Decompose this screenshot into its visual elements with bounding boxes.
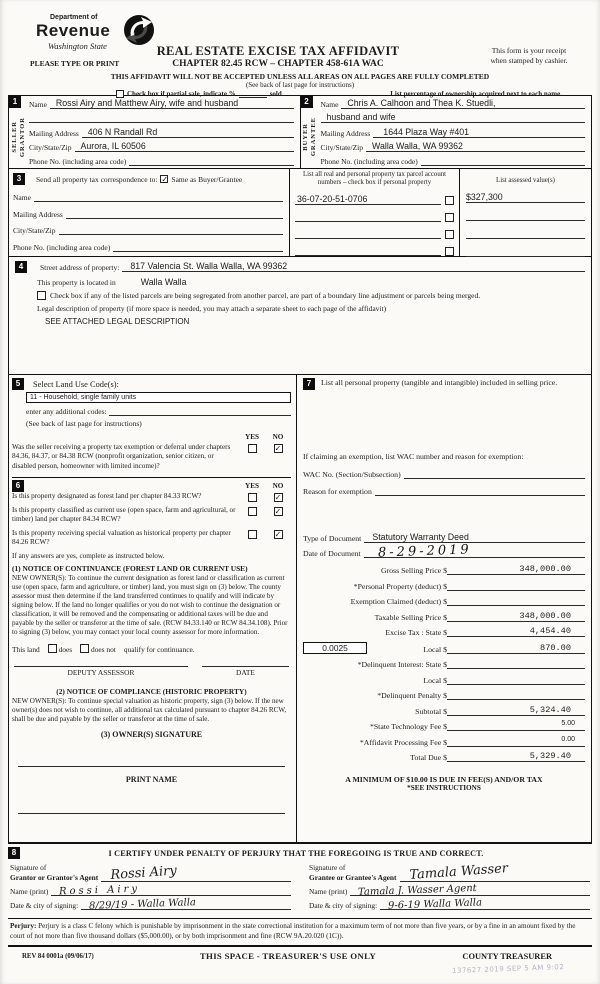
does-not-label: does not	[91, 645, 116, 655]
receipt-note-line2: when stamped by cashier.	[490, 56, 568, 66]
logo-state-text: Washington State	[48, 41, 107, 51]
no-label: NO	[272, 433, 284, 441]
does-not-checkbox	[80, 644, 89, 653]
parcel-field	[295, 212, 441, 222]
corr-mailing-label: Mailing Address	[13, 209, 63, 219]
gross-selling-label: Gross Selling Price $	[380, 566, 447, 575]
grantor-print-label: Name (print)	[10, 887, 49, 896]
money-row-total	[303, 751, 585, 762]
exemption-no-checkbox: ✓	[274, 444, 282, 453]
grantee-signature-block	[309, 863, 590, 914]
warning-line: THIS AFFIDAVIT WILL NOT BE ACCEPTED UNLESS ALL AREAS ON ALL PAGES ARE FULLY COMPLETED	[110, 72, 490, 81]
if-yes-note: If any answers are yes, complete as instructed below.	[12, 551, 165, 560]
total-due-value: 5,329.40	[447, 751, 585, 762]
section-seller	[9, 96, 300, 168]
forest-land-question-text: Is this property designated as forest land per chapter 84.33 RCW?	[12, 492, 202, 501]
historic-question	[12, 529, 291, 548]
county-treasurer-label: COUNTY TREASURER	[462, 952, 552, 962]
seller-name-value: Rossi Airy and Matthew Airy, wife and husband	[55, 98, 239, 108]
corr-phone-label: Phone No. (including area code)	[13, 243, 111, 252]
assessed-field	[466, 246, 585, 257]
perjury-label: Perjury:	[10, 922, 37, 930]
section-7-badge: 7	[303, 378, 315, 390]
segregated-note: Check box if any of the listed parcels are being segregated from another parcel, are part of a boundary line adjustment or parcels being merged.	[50, 291, 481, 300]
buyer-name-value: Chris A. Calhoon and Thea K. Stuedli,	[347, 98, 496, 108]
historic-question-text: Is this property receiving special valuation as historical property per chapter 84.26 RCW?	[12, 528, 231, 547]
assessed-values-column	[459, 169, 591, 256]
assessed-field	[466, 210, 585, 221]
buyer-mailing-label: Mailing Address	[320, 128, 371, 138]
buyer-phone-label: Phone No. (including area code)	[320, 157, 418, 166]
local-rate-box: 0.0025	[303, 642, 367, 654]
corr-phone-field	[113, 242, 283, 252]
tech-fee-label: *State Technology Fee $	[369, 722, 447, 731]
exemption-question-text: Was the seller receiving a property tax exemption or deferral under chapters 84.36, 84.37, or 84.38 RCW (nonprofit organization, senior citizen, or disabled person, homeowner with limited income)?	[12, 443, 231, 470]
notice2-title: (2) NOTICE OF COMPLIANCE (HISTORIC PROPERTY)	[56, 687, 247, 697]
seller-label: SELLER	[10, 121, 18, 153]
money-row-exemption	[303, 595, 585, 606]
logo-revenue-text: Revenue	[36, 21, 111, 40]
taxable-value: 348,000.00	[447, 611, 585, 622]
section-correspondence	[9, 169, 289, 256]
money-row-delinq-state	[303, 658, 585, 669]
total-due-label: Total Due $	[410, 753, 447, 762]
forest-yes-checkbox	[248, 493, 257, 502]
logo-dept-text: Department of	[50, 14, 98, 21]
corr-mailing-field	[66, 209, 283, 219]
doc-type-value: Statutory Warranty Deed	[372, 532, 469, 542]
perjury-paragraph	[8, 918, 592, 947]
located-in-label: This property is located in	[37, 278, 116, 287]
form-footer	[8, 947, 592, 984]
form-chapter: CHAPTER 82.45 RCW – CHAPTER 458-61A WAC	[172, 59, 384, 69]
section-4-badge: 4	[15, 261, 27, 273]
does-checkbox	[48, 644, 57, 653]
current-use-no-checkbox: ✓	[274, 507, 282, 517]
legal-description-value: SEE ATTACHED LEGAL DESCRIPTION	[45, 317, 190, 326]
deputy-assessor-label: DEPUTY ASSESSOR	[14, 666, 188, 677]
forest-no-checkbox: ✓	[274, 493, 282, 503]
same-as-buyer-checkbox: ✓	[161, 175, 169, 184]
see-back-note: (See back of last page for instructions)	[245, 81, 355, 89]
doc-type-label: Type of Document	[303, 534, 362, 543]
buyer-label: BUYER	[302, 123, 309, 151]
detail-row	[8, 375, 592, 843]
right-detail-column	[297, 375, 591, 842]
seller-name-line2	[29, 113, 294, 123]
owners-signature-line	[18, 753, 285, 767]
grantee-date-label: Date & city of signing:	[309, 901, 378, 910]
exemption-deduct-label: Exemption Claimed (deduct) $	[350, 597, 447, 606]
processing-fee-label: *Affidavit Processing Fee $	[359, 737, 447, 747]
buyer-city-value: Walla Walla, WA 99362	[372, 140, 463, 151]
section-5-badge: 5	[12, 378, 24, 390]
section-2-badge: 2	[301, 96, 313, 108]
current-use-question-text: Is this property classified as current use (open space, farm and agricultural, or timber) land per chapter 84.34 RCW?	[12, 506, 236, 524]
receipt-note-line1: This form is your receipt	[491, 46, 567, 55]
grantor-sig-label1: Signature of	[10, 863, 47, 872]
personal-deduct-label: *Personal Property (deduct) $	[353, 581, 447, 591]
partial-sale-sold: sold.	[269, 90, 284, 98]
forest-land-question	[12, 492, 291, 502]
current-use-question	[12, 506, 291, 525]
continuance-qualify-row	[12, 644, 291, 654]
form-header	[8, 6, 592, 98]
street-address-label: Street address of property:	[40, 262, 120, 272]
seller-phone-label: Phone No. (including area code)	[29, 157, 127, 166]
parcel-row	[295, 246, 454, 256]
grantee-sig-label2: Grantee or Grantee's Agent	[309, 873, 397, 882]
street-address-value: 817 Valencia St. Walla Walla, WA 99362	[130, 261, 288, 271]
seller-city-value: Aurora, IL 60506	[80, 140, 146, 151]
no-label: NO	[272, 482, 284, 491]
corr-city-label: City/State/Zip	[13, 226, 56, 236]
section-8-badge: 8	[8, 847, 20, 859]
processing-fee-value: 0.00	[447, 736, 585, 747]
assessed-field	[466, 228, 585, 239]
qualify-label: qualify for continuance.	[123, 644, 195, 654]
parcel-row	[295, 212, 454, 222]
grantee-label: GRANTEE	[310, 117, 317, 157]
money-row-gross	[303, 564, 585, 575]
money-row-tech-fee	[303, 720, 585, 731]
section-6-badge: 6	[12, 480, 24, 492]
excise-state-value: 4,454.40	[447, 626, 585, 637]
money-row-processing-fee	[303, 736, 585, 747]
personal-property-intro: List all personal property (tangible and intangible) included in selling price.	[321, 378, 558, 387]
money-row-excise-state	[303, 626, 585, 637]
does-label: does	[58, 645, 73, 655]
yes-label: YES	[245, 433, 259, 441]
treasurer-stamp: 137627 2019 SEP 5 AM 9:02	[451, 963, 565, 976]
minimum-note: A MINIMUM OF $10.00 IS DUE IN FEE(S) AND/OR TAX	[345, 774, 543, 784]
delinq-interest-local-value	[447, 674, 585, 685]
certify-statement: I CERTIFY UNDER PENALTY OF PERJURY THAT THE FOREGOING IS TRUE AND CORRECT.	[108, 848, 484, 858]
delinq-penalty-value	[447, 689, 585, 700]
section-3-badge: 3	[13, 173, 25, 185]
grantor-date-label: Date & city of signing:	[10, 901, 79, 910]
exemption-yes-checkbox	[248, 444, 257, 453]
tax-parcel-row	[8, 169, 592, 257]
parcel-numbers-column	[289, 169, 459, 256]
located-in-value: Walla Walla	[140, 277, 187, 287]
dor-logo	[36, 14, 110, 51]
corr-name-field	[34, 192, 283, 202]
delinq-interest-local-label: Local $	[423, 675, 447, 685]
parcel-personal-checkbox	[445, 213, 454, 222]
parties-row	[8, 95, 592, 169]
grantor-label: GRANTOR	[18, 116, 26, 158]
historic-no-checkbox: ✓	[274, 529, 282, 539]
corr-name-label: Name	[13, 192, 31, 202]
parcel-row	[295, 195, 454, 205]
parcel-column-header: List all real and personal property tax parcel account numbers – check box if personal property	[302, 171, 447, 187]
taxable-label: Taxable Selling Price $	[374, 612, 447, 622]
grantee-sig-label1: Signature of	[309, 863, 346, 872]
assessed-column-header: List assessed value(s)	[496, 177, 555, 184]
land-use-code-box: 11 - Household, single family units	[26, 392, 291, 403]
wac-no-field	[404, 469, 585, 479]
delinq-penalty-label: *Delinquent Penalty $	[377, 691, 447, 700]
ownership-note: List percentage of ownership acquired next to each name.	[390, 90, 562, 98]
doc-date-value: 8-29-2019	[377, 542, 472, 561]
receipt-note	[474, 46, 584, 66]
section-buyer	[300, 96, 592, 168]
assessor-date-label: DATE	[202, 666, 289, 677]
perjury-body: Perjury is a class C felony which is punishable by imprisonment in the state correctional institution for a maximum term of not more than five years, or by a fine in an amount fixed by the court of not more than five thousand dollars ($5,000.00), or by both imprisonment and fine (RCW 9A.20.020 (1C)).	[10, 922, 576, 940]
grantor-date-value: 8/29/19 - Walla Walla	[88, 897, 197, 912]
subtotal-label: Subtotal $	[415, 706, 447, 716]
type-or-print: PLEASE TYPE OR PRINT	[30, 59, 120, 68]
form-title: REAL ESTATE EXCISE TAX AFFIDAVIT	[156, 44, 400, 58]
excise-state-label: Excise Tax : State $	[385, 628, 447, 637]
reason-exemption-field	[375, 486, 585, 496]
money-row-personal	[303, 580, 585, 591]
money-row-delinq-local	[303, 674, 585, 685]
exemption-deduct-value	[447, 595, 585, 606]
this-land-label: This land	[12, 644, 40, 654]
grantor-signature: Rossi Airy	[110, 863, 178, 883]
corr-city-field	[59, 225, 284, 235]
grantee-print-label: Name (print)	[309, 887, 348, 896]
section-property	[8, 257, 592, 375]
money-row-penalty	[303, 689, 585, 700]
grantor-signature-block	[10, 863, 291, 914]
money-row-subtotal	[303, 705, 585, 716]
money-row-taxable	[303, 611, 585, 622]
assessed-value: $327,300	[466, 192, 585, 203]
exemption-intro: If claiming an exemption, list WAC number and reason for exemption:	[303, 452, 524, 461]
money-row-local	[303, 642, 585, 654]
doc-date-label: Date of Document	[303, 549, 361, 558]
buyer-mailing-value: 1644 Plaza Way #401	[383, 126, 470, 137]
parcel-number-value: 36-07-20-51-0706	[297, 193, 368, 204]
notice1-body: NEW OWNER(S): To continue the current designation as forest land or classification as current use (open space, farm and agriculture, or timber) land, you must sign on (3) below. The county assessor must then determine if the land transferred continues to qualify and will indicate by signing below. If the land no longer qualifies or you do not wish to continue the designation or classification, it will be removed and the compensating or additional taxes will be due and payable by the seller or transferor at the time of sale. (RCW 84.33.140 or RCW 84.34.108). Prior to signing (3) below, you may contact your local county assessor for more information.	[12, 573, 288, 636]
section-6	[12, 477, 291, 559]
tech-fee-value: 5.00	[447, 720, 585, 731]
seller-city-label: City/State/Zip	[29, 142, 72, 152]
personal-deduct-value	[447, 580, 585, 591]
segregated-checkbox	[37, 291, 46, 300]
exemption-question-row	[12, 443, 291, 471]
local-label: Local $	[423, 644, 447, 654]
notice2-body: NEW OWNER(S): To continue special valuation as historic property, sign (3) below. If the new owner(s) does not wish to continue, all additional tax calculated pursuant to chapter 84.26 RCW, shall be due and payable by the seller or transferor at the time of sale.	[12, 697, 287, 724]
seller-name-label: Name	[29, 100, 47, 109]
section-1-badge: 1	[9, 96, 21, 108]
grantee-signature: Tamala Wasser	[408, 861, 509, 883]
revenue-swirl-icon	[122, 14, 156, 48]
form-rev-number: REV 84 0001a (09/06/17)	[22, 953, 94, 961]
correspondence-send-label: Send all property tax correspondence to:	[36, 174, 158, 184]
buyer-phone-field	[421, 156, 585, 166]
section-certification	[8, 843, 592, 947]
see-instructions-note: *SEE INSTRUCTIONS	[407, 783, 481, 792]
land-use-see-back: (See back of last page for instructions)	[26, 419, 142, 428]
wac-no-label: WAC No. (Section/Subsection)	[303, 470, 401, 479]
yes-no-header-5	[12, 433, 291, 441]
reason-exemption-label: Reason for exemption	[303, 487, 372, 496]
parcel-row	[295, 229, 454, 239]
seller-phone-field	[129, 156, 293, 166]
deputy-assessor-row	[14, 666, 289, 677]
delinq-interest-state-value	[447, 658, 585, 669]
grantee-print-value: Tamala J. Wasser Agent	[358, 882, 478, 899]
owners-signature-heading: (3) OWNER(S) SIGNATURE	[100, 730, 203, 740]
seller-mailing-label: Mailing Address	[29, 128, 79, 138]
additional-codes-field	[109, 406, 291, 416]
local-value: 870.00	[447, 643, 585, 654]
buyer-city-label: City/State/Zip	[320, 142, 363, 152]
yes-no-header-6	[24, 482, 291, 490]
parcel-field	[295, 246, 441, 256]
grantor-print-value: Rossi Airy	[59, 883, 141, 898]
parcel-personal-checkbox	[445, 196, 454, 205]
print-name-heading: PRINT NAME	[125, 775, 178, 785]
gross-selling-value: 348,000.00	[447, 564, 585, 575]
subtotal-value: 5,324.40	[447, 705, 585, 716]
same-as-buyer-label: Same as Buyer/Grantee	[171, 174, 243, 184]
partial-sale-label: Check box if partial sale, indicate %	[127, 90, 236, 98]
parcel-personal-checkbox	[445, 230, 454, 239]
treasurer-use-label: THIS SPACE - TREASURER'S USE ONLY	[199, 951, 377, 962]
grantor-sig-label2: Grantor or Grantor's Agent	[10, 873, 99, 882]
legal-description-label: Legal description of property (if more space is needed, you may attach a separate sheet to each page of the affidavit)	[37, 304, 387, 313]
current-use-yes-checkbox	[248, 507, 257, 516]
yes-label: YES	[245, 482, 259, 491]
land-use-select-label: Select Land Use Code(s):	[33, 379, 119, 389]
parcel-personal-checkbox	[445, 247, 454, 256]
grantee-date-value: 9-6-19 Walla Walla	[387, 897, 483, 912]
left-detail-column	[9, 375, 297, 842]
additional-codes-label: enter any additional codes:	[26, 407, 107, 416]
buyer-name-value2: husband and wife	[326, 112, 396, 123]
seller-mailing-value: 406 N Randall Rd	[87, 126, 158, 137]
print-name-line	[18, 800, 285, 814]
delinq-interest-state-label: *Delinquent Interest: State $	[357, 660, 447, 669]
parcel-field	[295, 229, 441, 239]
historic-yes-checkbox	[248, 530, 257, 539]
notice1-title: (1) NOTICE OF CONTINUANCE (FOREST LAND OR CURRENT USE)	[12, 563, 248, 573]
buyer-name-label: Name	[320, 100, 339, 109]
